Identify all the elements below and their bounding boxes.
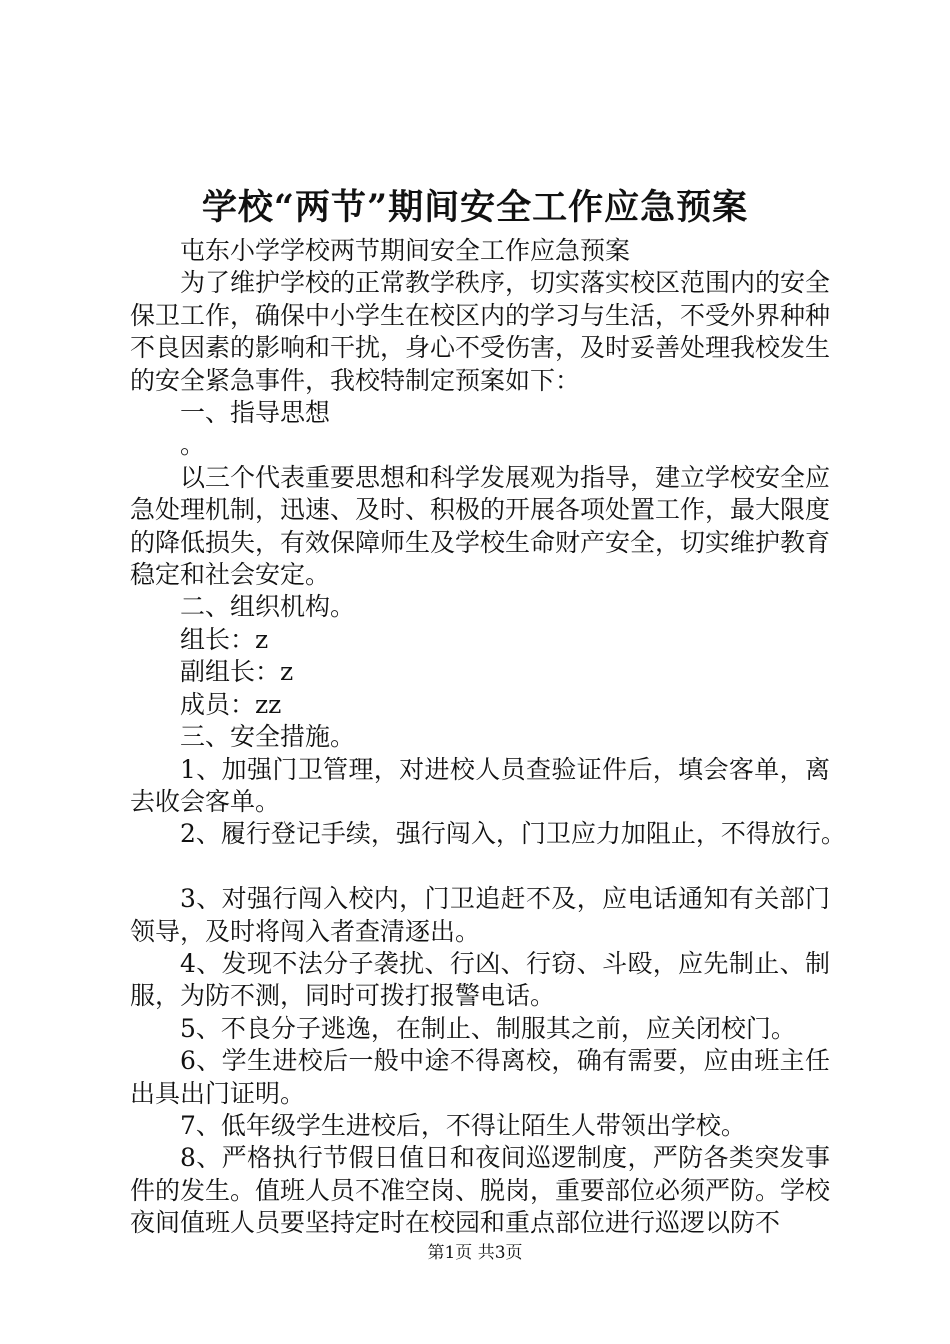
list-item-measure-4: 4、发现不法分子袭扰、行凶、行窃、斗殴，应先制止、制服，为防不测，同时可拨打报警电话。 xyxy=(130,948,830,1011)
list-item-measure-5: 5、不良分子逃逸，在制止、制服其之前，应关闭校门。 xyxy=(180,1013,796,1043)
section-heading-organization: 二、组织机构。 xyxy=(180,592,356,622)
list-item-measure-6: 6、学生进校后一般中途不得离校，确有需要，应由班主任出具出门证明。 xyxy=(130,1046,830,1108)
document-title: 学校“两节”期间安全工作应急预案 xyxy=(201,187,749,228)
list-item-measure-2: 2、履行登记手续，强行闯入，门卫应力加阻止，不得放行。 xyxy=(180,819,846,849)
paragraph-members: 成员：zz xyxy=(180,689,282,719)
section-heading-guiding-ideology: 一、指导思想 xyxy=(180,398,331,428)
list-item-measure-7: 7、低年级学生进校后，不得让陌生人带领出学校。 xyxy=(180,1110,746,1140)
paragraph-deputy-leader: 副组长：z xyxy=(180,657,294,687)
paragraph-intro: 为了维护学校的正常教学秩序，切实落实校区范围内的安全保卫工作，确保中小学生在校区内的学习与生活，不受外界种种不良因素的影响和干扰，身心不受伤害，及时妥善处理我校发生的安全紧急事件，我校特制定预案如下： xyxy=(130,268,831,395)
paragraph-team-leader: 组长：z xyxy=(180,624,269,654)
paragraph-stray-mark: 。 xyxy=(180,430,206,460)
section-heading-safety-measures: 三、安全措施。 xyxy=(180,722,356,752)
document-body xyxy=(130,235,846,1240)
paragraph-subtitle: 屯东小学学校两节期间安全工作应急预案 xyxy=(180,236,631,265)
page-footer: 第1页 共3页 xyxy=(427,1243,523,1263)
list-item-measure-1: 1、加强门卫管理，对进校人员查验证件后，填会客单，离去收会客单。 xyxy=(130,754,830,816)
paragraph-guiding-ideology: 以三个代表重要思想和科学发展观为指导，建立学校安全应急处理机制，迅速、及时、积极的开展各项处置工作，最大限度的降低损失，有效保障师生及学校生命财产安全，切实维护教育稳定和社会安定。 xyxy=(130,462,831,590)
list-item-measure-3: 3、对强行闯入校内，门卫追赶不及，应电话通知有关部门领导，及时将闯入者查清逐出。 xyxy=(130,884,830,946)
list-item-measure-8: 8、严格执行节假日值日和夜间巡逻制度，严防各类突发事件的发生。值班人员不准空岗、脱岗，重要部位必须严防。学校夜间值班人员要坚持定时在校园和重点部位进行巡逻以防不 xyxy=(130,1143,831,1238)
blank-line xyxy=(130,851,830,883)
